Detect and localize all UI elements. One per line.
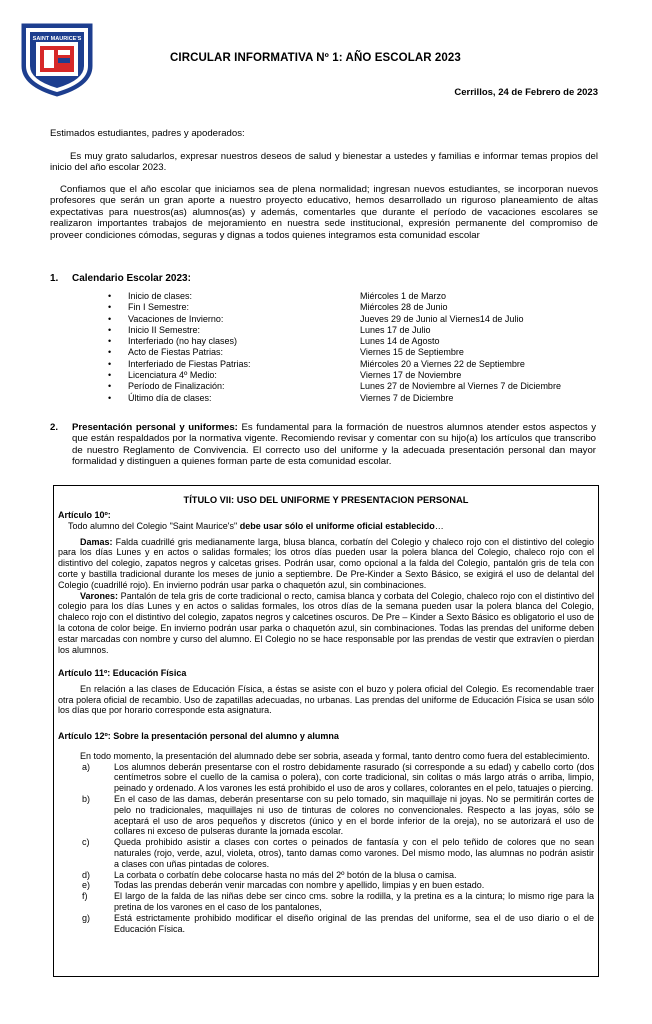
rules-list <box>58 762 594 935</box>
damas-paragraph <box>58 537 594 591</box>
calendar-event: Licenciatura 4º Medio: <box>128 370 217 381</box>
bullet-icon: • <box>108 313 112 324</box>
calendar-event: Vacaciones de Invierno: <box>128 313 224 324</box>
item-text: Queda prohibido asistir a clases con cortes o peinados de fantasía y con el pelo teñido de colores que no sean naturales (rojo, verde, azul, violeta, otros), tanto damas como varones. Del mismo modo, las alumnas no podrán asistir a clases con uñas pintadas de colores. <box>114 837 594 869</box>
circular-date: Cerrillos, 24 de Febrero de 2023 <box>454 87 598 98</box>
calendar-event: Inicio de clases: <box>128 291 193 301</box>
intro-ellipsis: … <box>434 520 444 531</box>
calendar-date: Viernes 15 de Septiembre <box>360 347 464 358</box>
article-10-heading: Artículo 10º: <box>58 510 111 520</box>
bullet-icon: • <box>108 347 112 358</box>
calendar-event: Inicio II Semestre: <box>128 324 201 335</box>
varones-text: Pantalón de tela gris de corte tradicional o recto, camisa blanca y corbata del Colegio, chaleco rojo con el distintivo del colegio para los días Lunes y en actos o salidas formales, los otros días de la semana pueden usar la polera blanca del Colegio, chaleco rojo con el distintivo del colegio, zapatos negros y calcetines oscuros. De Pre – Kinder a Sexto Básico es obligatorio el uso de la cotona de color beige. En invierno podrán usar parka o chaquetón azul, sin combinaciones. Todas las prendas del uniforme deben estar marcadas con nombre y curso del alumno. El Colegio no se hace responsable por las prendas de vestir que extravíen o pierdan los alumnos. <box>58 590 594 655</box>
varones-paragraph <box>58 591 594 656</box>
calendar-row <box>108 381 561 392</box>
circular-title: CIRCULAR INFORMATIVA Nº 1: AÑO ESCOLAR 2023 <box>170 52 461 64</box>
section-text: Es fundamental para la formación de nuestros alumnos atender estos aspectos y que están respaldados por la normativa vigente. Recomiendo revisar y comentar con su hijo(a) los artículos que transcribo de nuestro Reglamento de Convivencia. El correcto uso del uniforme y la adecuada presentación personal dan mayor formalidad y distinguen a quienes forman parte de esta comunidad escolar. <box>72 422 597 468</box>
context-paragraph: Confiamos que el año escolar que iniciamos sea de plena normalidad; ingresan nuevos estudiantes, se incorporan nuevos profesores que serán un gran aporte a nuestro proyecto educativo, hemos desarrollado un riguroso planeamiento de altas expectativas para nuestros(as) alumnos(as) y además, comentarles que durante el período de vacaciones escolares se realizaron importantes trabajos de mejoramiento en nuestra sede institucional, expresión permanente del compromiso de proveer condiciones cómodas, seguras y dignas a todos quienes integramos esta comunidad escolar <box>50 184 598 241</box>
list-item <box>58 762 594 794</box>
calendar-event: Interferiado (no hay clases) <box>128 336 238 347</box>
calendar-date: Lunes 27 de Noviembre al Viernes 7 de Diciembre <box>360 381 561 392</box>
calendar-event: Fin I Semestre: <box>128 302 190 313</box>
item-letter: e) <box>82 880 91 891</box>
article-11-text: En relación a las clases de Educación Física, a éstas se asiste con el buzo y polera oficial del Colegio. Es recomendable traer otra polera oficial de recambio. Uso de zapatillas adecuadas, no urbanas. Las prendas del uniforme de Educación Física se usan sólo los días que por horario corresponde esta asignatura. <box>58 683 594 716</box>
bullet-icon: • <box>108 370 112 381</box>
list-item <box>58 794 594 837</box>
calendar-date: Jueves 29 de Junio al Viernes14 de Julio <box>360 313 524 324</box>
calendar-event: Acto de Fiestas Patrias: <box>128 347 224 358</box>
calendar-row <box>108 336 561 347</box>
calendar-date: Miércoles 1 de Marzo <box>360 291 447 301</box>
list-item <box>58 891 594 913</box>
list-item <box>58 880 594 891</box>
item-text: La corbata o corbatín debe colocarse hasta no más del 2º botón de la blusa o camisa. <box>114 869 457 880</box>
damas-label: Damas: <box>80 536 113 547</box>
school-logo <box>14 14 100 100</box>
calendar-row <box>108 370 561 381</box>
article-12-heading: Artículo 12º: Sobre la presentación personal del alumno y alumna <box>58 731 339 741</box>
article-10-intro <box>58 521 594 532</box>
item-text: Los alumnos deberán presentarse con el rostro debidamente rasurado (si corresponde a su edad) y cabello corto (dos centímetros sobre el cuello de la camisa o polera), con corte tradicional, sin colitas o más largo atrás o arriba, limpio, peinado y ordenado. A los varones les está prohibido el uso de aros y collares, colorantes en el pelo, tatuajes o piercing. <box>114 761 594 794</box>
article-11-heading: Artículo 11º: Educación Física <box>58 668 187 678</box>
intro-paragraph: Es muy grato saludarlos, expresar nuestros deseos de salud y bienestar a ustedes y familias e informar temas propios del inicio del año escolar 2023. <box>50 151 598 174</box>
calendar-date: Miércoles 28 de Junio <box>360 302 448 313</box>
item-letter: b) <box>82 793 91 804</box>
damas-text: Falda cuadrillé gris medianamente larga, blusa blanca, corbatín del Colegio y chaleco rojo con el distintivo del colegio para los días Lunes y en actos o salidas formales; los otros días pueden usar la polera blanca del Colegio, chaleco rojo con el distintivo del colegio, zapatos negros y calcetas grises. Podrán usar, como opcional a la falda del Colegio, pantalón gris de tela con corte y bastilla tradicional durante los meses de junio a septiembre. De Pre-Kinder a Sexto Básico, se exigirá el uso de delantal del Colegio (cuadrillé rojo). En invierno podrán usar parka o chaquetón azul, sin combinaciones. <box>58 536 594 590</box>
bullet-icon: • <box>108 336 112 347</box>
calendar-date: Miércoles 20 a Viernes 22 de Septiembre <box>360 358 525 369</box>
calendar-date: Viernes 17 de Noviembre <box>360 370 462 381</box>
item-letter: f) <box>82 891 88 902</box>
calendar-number: 1. <box>50 273 59 284</box>
item-letter: c) <box>82 837 90 848</box>
uniform-section <box>50 422 598 468</box>
section-number: 2. <box>50 422 59 433</box>
calendar-row <box>108 314 561 325</box>
calendar-row <box>108 393 561 404</box>
list-item <box>58 913 594 935</box>
list-item <box>58 837 594 869</box>
bullet-icon: • <box>108 324 112 335</box>
calendar-date: Lunes 17 de Julio <box>360 324 431 335</box>
calendar-row <box>108 291 561 302</box>
calendar-event: Último día de clases: <box>128 392 212 403</box>
greeting: Estimados estudiantes, padres y apoderados: <box>50 128 245 139</box>
bullet-icon: • <box>108 392 112 403</box>
calendar-heading <box>50 273 191 284</box>
intro-text: Todo alumno del Colegio "Saint Maurice's" <box>68 520 240 531</box>
item-text: En el caso de las damas, deberán presentarse con su pelo tomado, sin maquillaje ni joyas. No se permitirán cortes de pelo no tradicionales, maquillajes ni uso de tinturas de colores no convencionales. Respecto a las joyas, sólo se aceptará el uso de aros pequeños y discretos (único y en el borde inferior de la oreja), no se autorizará el uso de collares ni exceso de pulseras durante la jornada escolar. <box>114 793 594 837</box>
article-12-intro: En todo momento, la presentación del alumnado debe ser sobria, aseada y formal, tanto dentro como fuera del establecimiento. <box>80 750 590 761</box>
regulation-title: TÍTULO VII: USO DEL UNIFORME Y PRESENTACION PERSONAL <box>183 495 469 505</box>
intro-bold: debe usar sólo el uniforme oficial establecido <box>239 520 435 531</box>
varones-label: Varones: <box>80 590 119 601</box>
article-12 <box>58 731 594 934</box>
calendar-event: Período de Finalización: <box>128 381 225 392</box>
calendar-date: Viernes 7 de Diciembre <box>360 392 454 403</box>
item-text: El largo de la falda de las niñas debe ser cinco cms. sobre la rodilla, y la pretina es a la cintura; lo mismo rige para la pretina de los varones en el caso de los pantalones, <box>114 891 594 912</box>
calendar-list <box>108 291 561 404</box>
article-10 <box>58 510 594 655</box>
item-text: Está estrictamente prohibido modificar el diseño original de las prendas del uniforme, sea el de uso diario o el de Educación Física. <box>114 912 594 934</box>
bullet-icon: • <box>108 358 112 369</box>
bullet-icon: • <box>108 381 112 392</box>
bullet-icon: • <box>108 291 112 301</box>
list-item <box>58 870 594 881</box>
regulation-box <box>53 485 599 977</box>
calendar-row <box>108 359 561 370</box>
calendar-event: Interferiado de Fiestas Patrias: <box>128 358 251 369</box>
bullet-icon: • <box>108 302 112 313</box>
calendar-row <box>108 302 561 313</box>
article-11 <box>58 668 594 716</box>
section-heading: Presentación personal y uniformes: <box>72 422 238 433</box>
calendar-date: Lunes 14 de Agosto <box>360 336 440 347</box>
item-letter: d) <box>82 869 91 880</box>
svg-text:SAINT MAURICE'S: SAINT MAURICE'S <box>32 36 82 42</box>
item-letter: a) <box>82 761 91 772</box>
calendar-row <box>108 347 561 358</box>
calendar-row <box>108 325 561 336</box>
calendar-title: Calendario Escolar 2023: <box>72 273 191 284</box>
item-text: Todas las prendas deberán venir marcadas con nombre y apellido, limpias y en buen estado. <box>114 880 485 891</box>
item-letter: g) <box>82 912 91 923</box>
